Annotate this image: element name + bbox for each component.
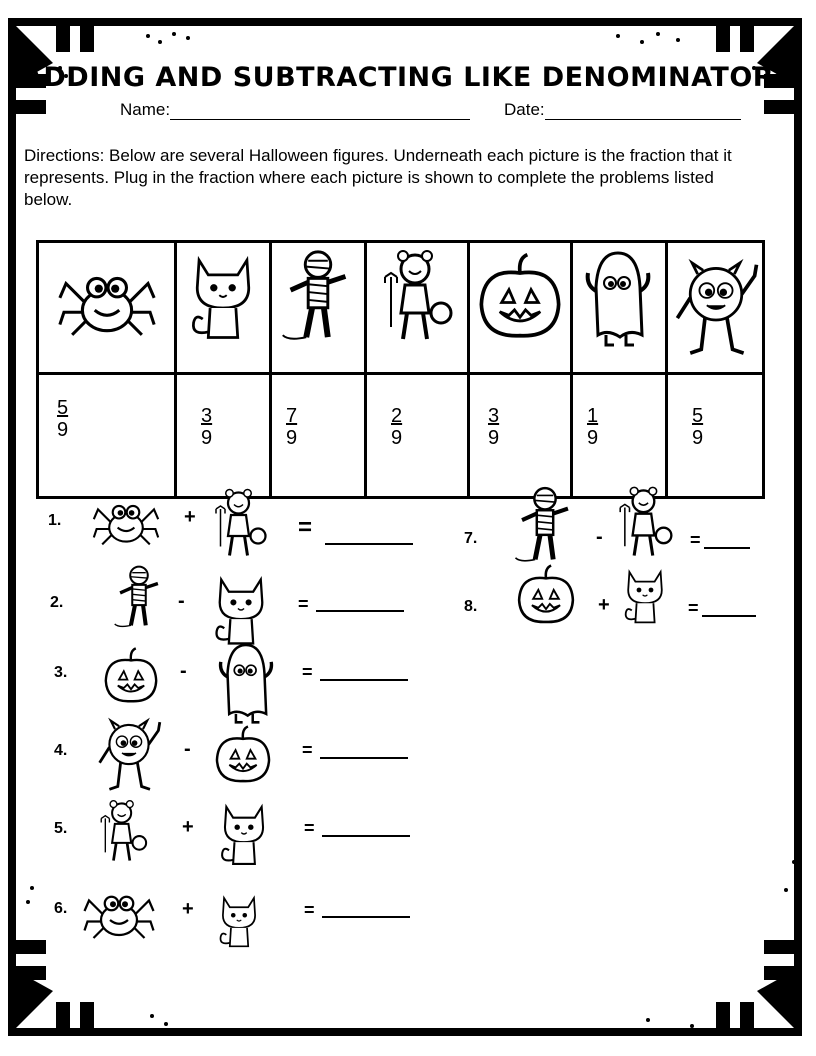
spider-icon [43, 261, 171, 343]
ghost-icon [577, 247, 659, 347]
cat-icon [216, 892, 262, 950]
numerator: 7 [286, 405, 298, 427]
mummy-icon [278, 247, 358, 345]
answer-blank[interactable] [316, 608, 404, 612]
name-field[interactable] [120, 100, 470, 120]
fraction [488, 405, 499, 449]
answer-blank[interactable] [325, 541, 413, 545]
problem-number: 7. [464, 530, 478, 547]
mummy-icon [112, 560, 166, 634]
problem-number: 5. [54, 820, 68, 837]
operator: - [180, 660, 187, 682]
fraction [286, 405, 297, 449]
key-cell-monster [667, 242, 764, 374]
devil-girl-icon [614, 484, 676, 562]
numerator: 3 [201, 405, 213, 427]
key-cell-pumpkin [469, 242, 572, 374]
operator: - [184, 738, 191, 760]
operator: - [178, 590, 185, 612]
mummy-icon [512, 484, 578, 566]
problem-number: 2. [50, 594, 64, 611]
spider-icon [90, 494, 162, 550]
pumpkin-icon [212, 722, 274, 788]
operator: - [596, 526, 603, 548]
devil-girl-icon [94, 798, 152, 866]
answer-blank[interactable] [704, 545, 750, 549]
denominator: 9 [587, 427, 599, 449]
cat-icon [620, 566, 670, 626]
key-cell-devil-girl [366, 242, 469, 374]
answer-blank[interactable] [702, 613, 756, 617]
cat-icon [210, 572, 272, 648]
equals-sign: = [690, 530, 701, 550]
fraction-cell [469, 374, 572, 498]
figure-row [38, 242, 764, 374]
key-cell-mummy [271, 242, 366, 374]
fraction-cell [366, 374, 469, 498]
denominator: 9 [488, 427, 500, 449]
fraction-cell [38, 374, 176, 498]
problem-number: 8. [464, 598, 478, 615]
name-line[interactable] [170, 102, 470, 120]
answer-blank[interactable] [322, 833, 410, 837]
operator: + [182, 816, 194, 838]
answer-blank[interactable] [320, 677, 408, 681]
fraction [587, 405, 598, 449]
numerator: 5 [692, 405, 704, 427]
equals-sign: = [302, 740, 313, 760]
fraction-key-table [36, 240, 765, 499]
key-cell-cat [176, 242, 271, 374]
date-label: Date: [504, 100, 545, 119]
equals-sign: = [688, 598, 699, 618]
date-field[interactable] [504, 100, 741, 120]
name-label: Name: [120, 100, 171, 119]
denominator: 9 [692, 427, 704, 449]
pumpkin-icon [474, 249, 566, 345]
worksheet-title: ADDING AND SUBTRACTING LIKE DENOMINATORS [21, 62, 795, 93]
equals-sign: = [298, 514, 313, 541]
ghost-icon [212, 640, 280, 724]
problem-number: 6. [54, 900, 68, 917]
equals-sign: = [304, 818, 315, 838]
operator: + [184, 506, 196, 528]
spider-icon [76, 884, 162, 944]
denominator: 9 [57, 419, 69, 441]
fraction [692, 405, 703, 449]
fraction [201, 405, 212, 449]
operator: + [182, 898, 194, 920]
pumpkin-icon [514, 560, 578, 630]
numerator: 1 [587, 405, 599, 427]
monster-icon [94, 714, 164, 796]
cat-icon [185, 251, 261, 343]
denominator: 9 [201, 427, 213, 449]
fraction [57, 397, 68, 441]
key-cell-spider [38, 242, 176, 374]
problem-number: 1. [48, 512, 62, 529]
numerator: 3 [488, 405, 500, 427]
answer-blank[interactable] [322, 914, 410, 918]
denominator: 9 [391, 427, 403, 449]
fraction [391, 405, 402, 449]
equals-sign: = [298, 594, 309, 614]
directions-text: Directions: Below are several Halloween figures. Underneath each picture is the fraction that it represents. Plug in the fraction where each picture is shown to complete the problems listed below. [24, 146, 732, 209]
devil-girl-icon [210, 486, 270, 562]
key-cell-ghost [572, 242, 667, 374]
fraction-cell [176, 374, 271, 498]
denominator: 9 [286, 427, 298, 449]
answer-blank[interactable] [320, 755, 408, 759]
corner-decoration-bottom-right [692, 926, 802, 1036]
numerator: 2 [391, 405, 403, 427]
cat-icon [216, 800, 272, 868]
problem-number: 4. [54, 742, 68, 759]
problem-number: 3. [54, 664, 68, 681]
pumpkin-icon [100, 646, 162, 706]
date-line[interactable] [545, 102, 741, 120]
fraction-cell [667, 374, 764, 498]
numerator: 5 [57, 397, 69, 419]
fraction-row [38, 374, 764, 498]
devil-girl-icon [375, 247, 459, 347]
equals-sign: = [302, 662, 313, 682]
fraction-cell [271, 374, 366, 498]
fraction-cell [572, 374, 667, 498]
equals-sign: = [304, 900, 315, 920]
operator: + [598, 594, 610, 616]
monster-icon [670, 249, 762, 367]
